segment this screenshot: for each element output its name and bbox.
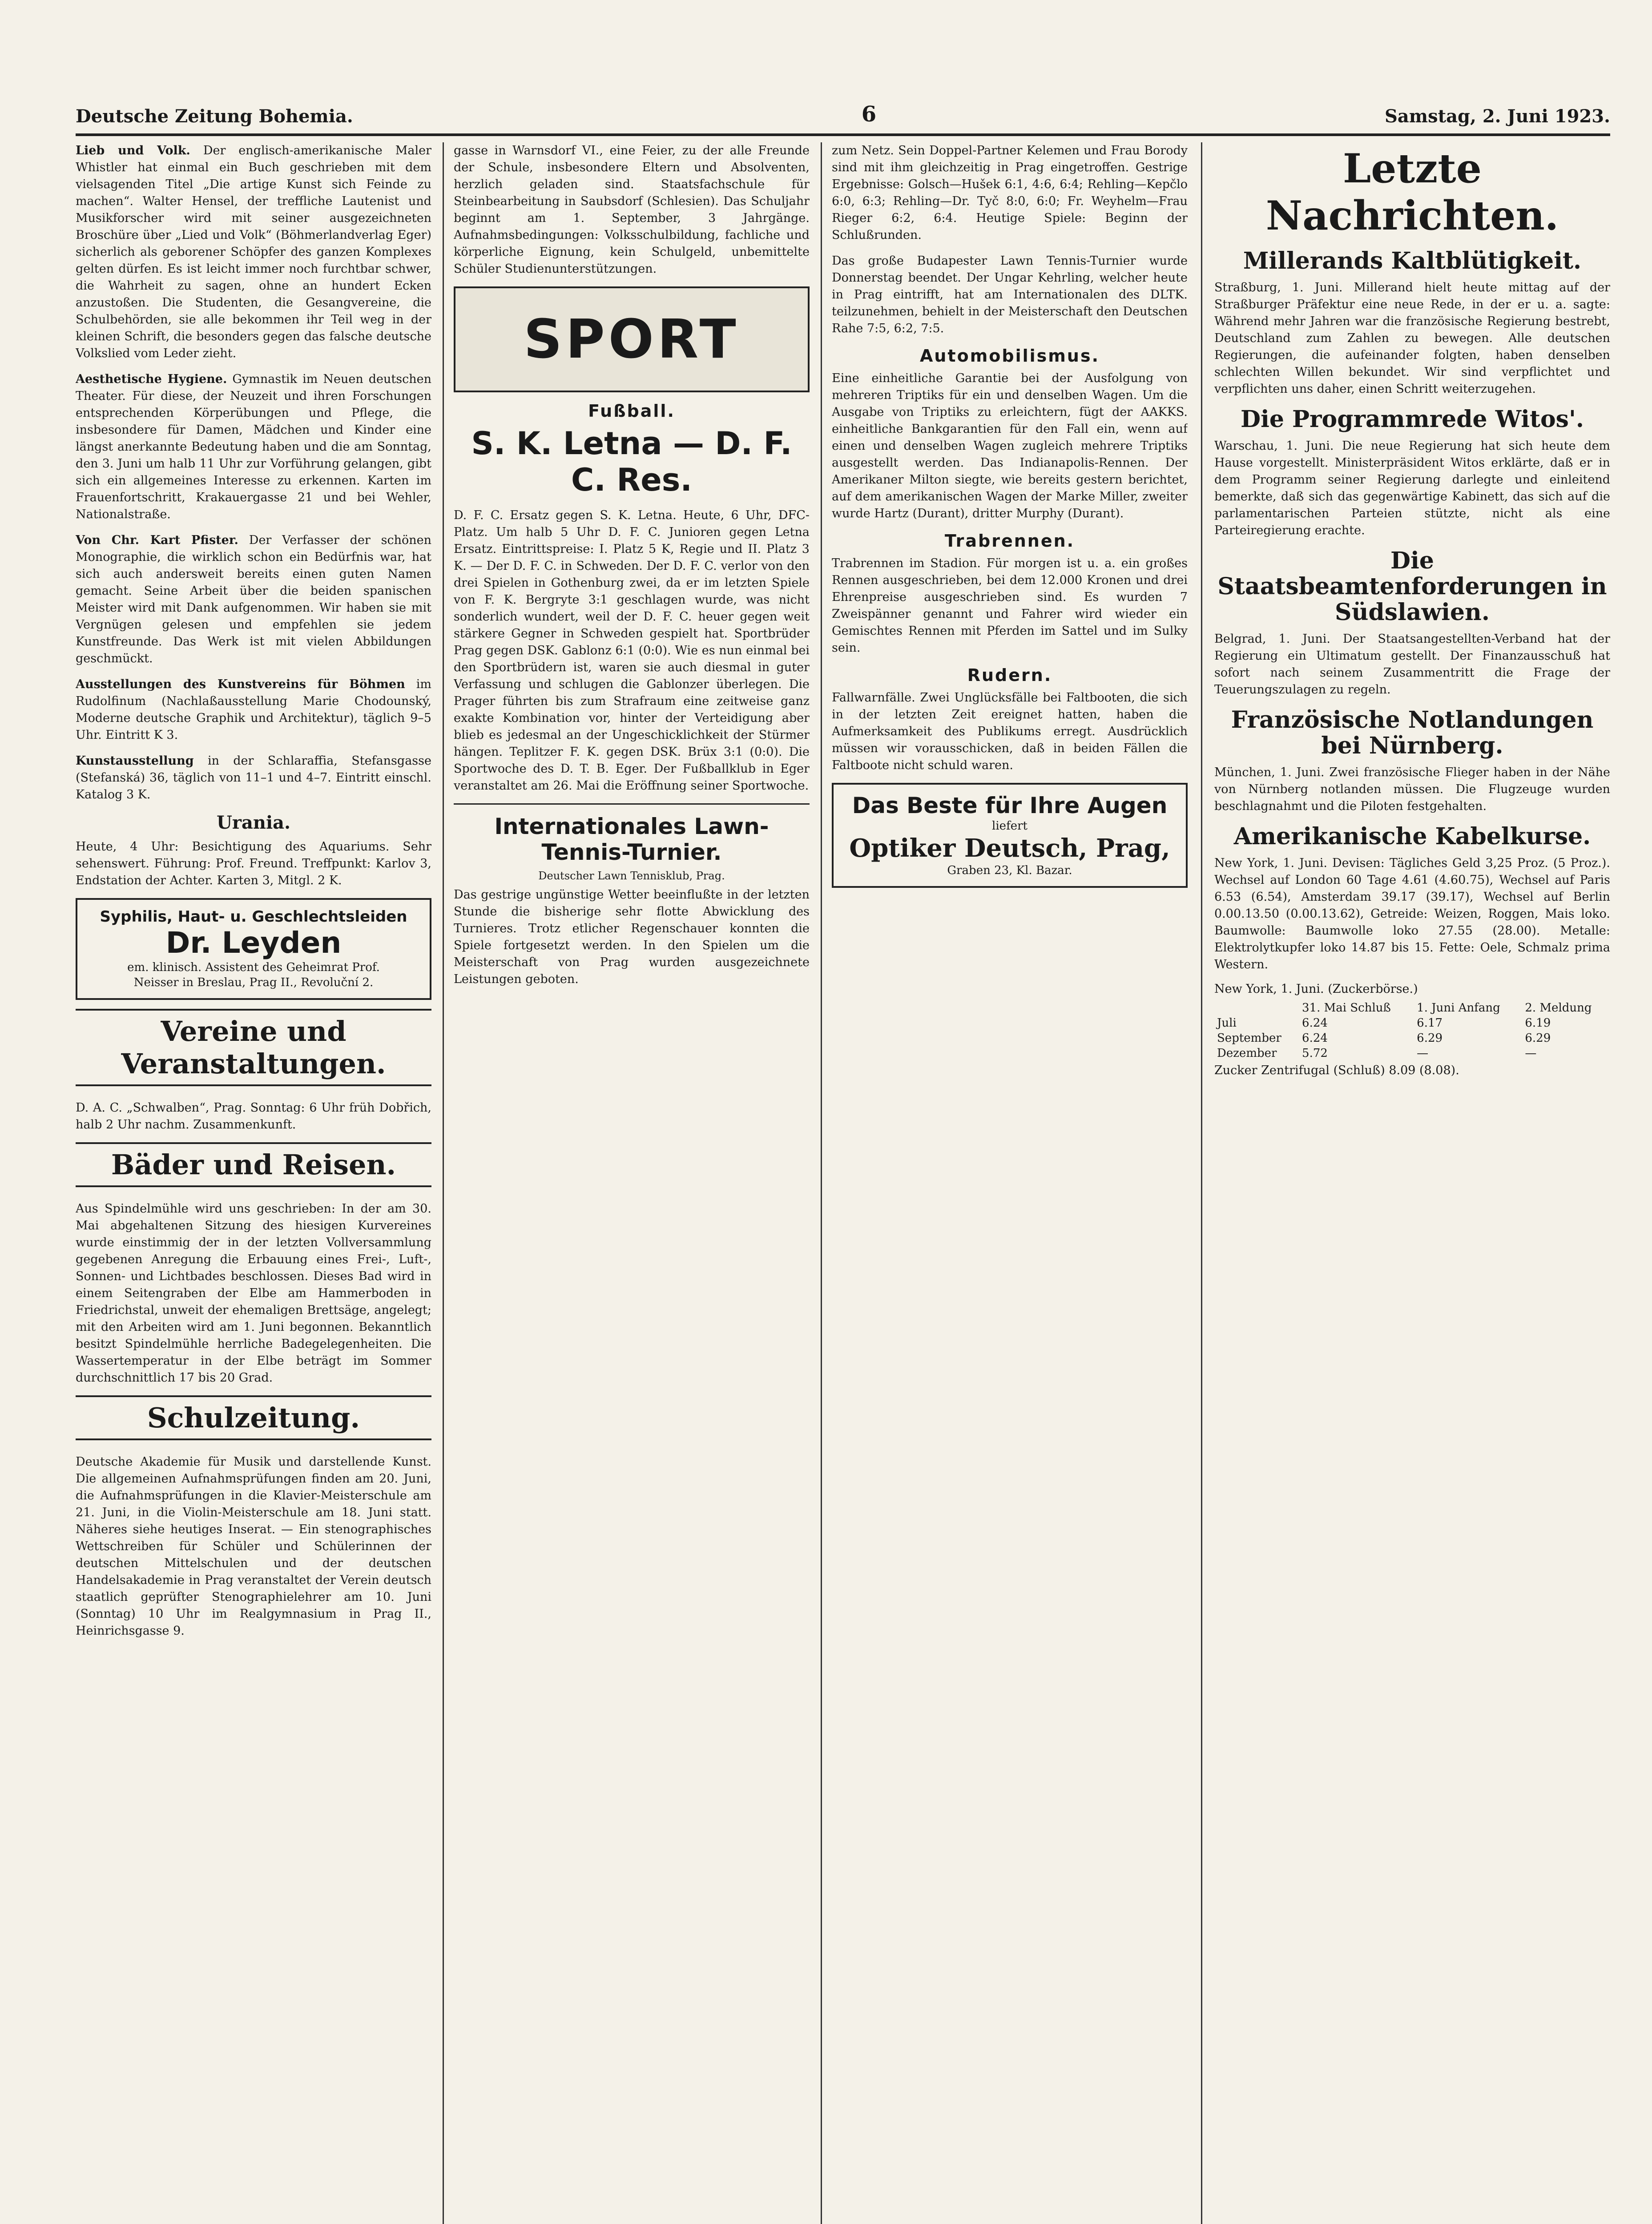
table-cell: September (1217, 1031, 1281, 1045)
table-header (1214, 1000, 1610, 1015)
news-headline: Französische Notlandungen bei Nürnberg. (1231, 706, 1594, 759)
article-text: gasse in Warnsdorf VI., eine Feier, zu der alle Freunde der Schule, insbesondere Eltern und Absolventen, herzlich geladen sind. Staatsfachschule für Steinbearbeitung in Saubsdorf (Schlesien). Das Schuljahr beginnt am 1. September, 3 Jahrgänge. Aufnahmsbedingungen: Volksschulbildung, fachliche und körperliche Eignung, kein Schulgeld, unbemittelte Schüler Studienunterstützungen. (454, 144, 810, 276)
table-row (1214, 1046, 1610, 1061)
table-cell: 6.29 (1417, 1031, 1443, 1045)
table-cell: — (1525, 1047, 1537, 1060)
article-text: Trabrennen im Stadion. Für morgen ist u. a. ein großes Rennen ausgeschrieben, bei dem 12.000 Kronen und drei Ehrenpreise ausgeschrieben sind. Es wurden 7 Zweispänner genannt und Fahrer wird wieder ein Gemischtes Rennen mit Pferden im Sattel und im Sulky sein. (832, 556, 1188, 655)
zucker-title: New York, 1. Juni. (Zuckerbörse.) (1214, 982, 1418, 996)
table-cell: 6.17 (1417, 1016, 1443, 1030)
ad-address: Graben 23, Kl. Bazar. (947, 864, 1072, 877)
advertisement-doctor (76, 898, 431, 1000)
news-headline: Die Programmrede Witos'. (1241, 406, 1584, 433)
article (76, 371, 431, 523)
article-text: Fallwarnfälle. Zwei Unglücksfälle bei Faltbooten, die sich in der letzten Zeit ereignet hatten, haben die Aufmerksamkeit des Publikums erregt. Ausdrücklich müssen wir vorausschicken, daß in beiden Fällen die Faltboote nicht schuld waren. (832, 691, 1188, 772)
header-rule (76, 133, 1610, 136)
section-heading: Bäder und Reisen. (76, 1142, 431, 1187)
news-headline: Millerands Kaltblütigkeit. (1243, 247, 1582, 274)
news-headline: Amerikanische Kabelkurse. (1233, 823, 1591, 850)
advertisement-optician (832, 783, 1188, 888)
article (76, 753, 431, 803)
page-number: 6 (861, 102, 877, 127)
column-1 (76, 142, 431, 2224)
article-text: Deutsche Akademie für Musik und darstellende Kunst. Die allgemeinen Aufnahmsprüfungen finden am 20. Juni, die Aufnahmsprüfungen in die Klavier-Meisterschule am 21. Juni, in die Violin-Meisterschule am 18. Juni statt. Näheres siehe heutiges Inserat. — Ein stenographisches Wettschreiben für Schüler und Schülerinnen der deutschen Mittelschulen und der deutschen Handelsakademie in Prag veranstaltet der Verein deutsch staatlich geprüfter Stenographielehrer am 10. Juni (Sonntag) 10 Uhr im Realgymnasium in Prag II., Heinrichsgasse 9. (76, 1455, 431, 1638)
news-headline: Die Staatsbeamtenforderungen in Südslawien. (1217, 547, 1607, 626)
article-text: Das große Budapester Lawn Tennis-Turnier wurde Donnerstag beendet. Der Ungar Kehrling, welcher heute in Prag eintrifft, hat am Internationalen des DLTK. teilzunehmen, behielt in der Meisterschaft den Deutschen Rahe 7:5, 6:2, 7:5. (832, 254, 1188, 335)
article-title: Kunstausstellung (76, 754, 194, 768)
table-cell: 1. Juni Anfang (1417, 1001, 1500, 1015)
ad-line: Neisser in Breslau, Prag II., Revoluční 2. (133, 976, 374, 989)
table-cell: 6.24 (1302, 1016, 1328, 1030)
column-divider (443, 142, 444, 2224)
news-text: Warschau, 1. Juni. Die neue Regierung hat sich heute dem Hause vorgestellt. Ministerpräsident Witos erklärte, daß er in dem Programm seiner Regierung darlegte und einleitend bemerkte, daß sich das gegenwärtige Kabinett, das sich auf die parlamentarischen Parteien stützte, nicht als eine Parteiregierung erachte. (1214, 439, 1610, 537)
column-divider (821, 142, 822, 2224)
article-title: Von Chr. Kart Pfister. (76, 533, 238, 547)
table-cell: Juli (1217, 1016, 1237, 1030)
tennis-subhead: Deutscher Lawn Tennisklub, Prag. (538, 870, 725, 882)
article-text: Das gestrige ungünstige Wetter beeinflußte in der letzten Stunde die bisherige sehr flotte Abwicklung des Turnieres. Trotz etlicher Regenschauer konnten die Spiele fortgesetzt werden. In den Spielen um die Meisterschaft von Prag wurden ausgezeichnete Leistungen geboten. (454, 888, 810, 986)
ad-name: Dr. Leyden (165, 926, 342, 960)
article (76, 142, 431, 362)
column-4 (1214, 142, 1610, 2224)
sport-banner (454, 286, 810, 392)
article-text: zum Netz. Sein Doppel-Partner Kelemen und Frau Borody sind mit ihm gleichzeitig in Prag eingetroffen. Gestrige Ergebnisse: Golsch—Hušek 6:1, 4:6, 6:4; Rehling—Kepčlo 6:0, 6:3; Rehling—Dr. Tyč 8:0, 6:0; Fr. Weyhelm—Frau Rieger 6:2, 6:4. Heutige Spiele: Beginn der Schlußrunden. (832, 144, 1188, 242)
issue-date: Samstag, 2. Juni 1923. (1384, 106, 1610, 127)
table-cell: 31. Mai Schluß (1302, 1001, 1391, 1015)
ad-name: Optiker Deutsch, Prag, (849, 834, 1170, 863)
article-text: Der Verfasser der schönen Monographie, die wirklich schon ein Bedürfnis war, hat sich auch andersweit bereits einen guten Namen gemacht. Seine Arbeit über die beiden spanischen Meister wird mit Dank aufgenommen. Wir haben sie mit Vergnügen gelesen und empfehlen sie jedem Kunstfreunde. Das Werk ist mit vielen Abbildungen geschmückt. (76, 533, 431, 665)
masthead: Deutsche Zeitung Bohemia. (76, 106, 353, 127)
table-cell: 6.29 (1525, 1031, 1551, 1045)
ad-topline: Syphilis, Haut- u. Geschlechtsleiden (100, 908, 407, 926)
urania-text: Heute, 4 Uhr: Besichtigung des Aquariums. Sehr sehenswert. Führung: Prof. Freund. Treffpunkt: Karlov 3, Endstation der Achter. Karten 3, Mitgl. 2 K. (76, 840, 431, 887)
match-headline: S. K. Letna — D. F. C. Res. (471, 425, 792, 498)
sugar-table (1214, 1000, 1610, 1061)
table-row (1214, 1031, 1610, 1046)
newspaper-page (76, 96, 1610, 2224)
section-heading: Vereine und Veranstaltungen. (76, 1009, 431, 1086)
ad-line: em. klinisch. Assistent des Geheimrat Prof. (127, 961, 380, 974)
article-title: Ausstellungen des Kunstvereins für Böhmen (76, 677, 405, 691)
zucker-foot: Zucker Zentrifugal (Schluß) 8.09 (8.08). (1214, 1064, 1459, 1077)
table-cell (1214, 1000, 1299, 1015)
article (76, 676, 431, 744)
news-text: Straßburg, 1. Juni. Millerand hielt heute mittag auf der Straßburger Präfektur eine neue Rede, in der er u. a. sagte: Während mehr Jahren war die französische Regierung bestrebt, Deutschland zum Zahlen zu bewegen. Alle deutschen Regierungen, die aufeinander folgten, haben denselben schlechten Willen bekundet. Wir sind verpflichtet und verpflichten uns daher, einen Schritt weiterzugehen. (1214, 281, 1610, 396)
table-cell: 6.19 (1525, 1016, 1551, 1030)
article-text: D. F. C. Ersatz gegen S. K. Letna. Heute, 6 Uhr, DFC-Platz. Um halb 5 Uhr D. F. C. Junioren gegen Letna Ersatz. Eintrittspreise: I. Platz 5 K, Regie und II. Platz 3 K. — Der D. F. C. in Schweden. Der D. F. C. verlor von den drei Spielen in Gothenburg zwei, da er im letzten Spiele von F. K. Bergryte 3:1 geschlagen wurde, was nicht sonderlich wundert, weil der D. F. C. heuer gegen weit stärkere Gegner in Schweden gespielt hat. Sportbrüder Prag gegen DSK. Gablonz 6:1 (0:0). Wie es nun einmal bei den Sportbrüdern ist, waren sie auch diesmal in guter Verfassung und schlugen die Gablonzer überlegen. Die Prager führten bis zum Strafraum eine zeitweise ganz exakte Kombination vor, hinter der Verteidigung aber blieb es jedesmal an der Ungeschicklichkeit der Stürmer hängen. Teplitzer F. K. gegen DSK. Brüx 3:1 (0:0). Die Sportwoche des D. T. B. Eger. Der Fußballklub in Eger veranstaltet am 26. Mai die Eröffnung seiner Sportwoche. (454, 508, 810, 793)
urania-heading: Urania. (217, 812, 290, 833)
section-heading: Schulzeitung. (76, 1395, 431, 1440)
tennis-headline: Internationales Lawn-Tennis-Turnier. (494, 814, 769, 865)
news-text: New York, 1. Juni. Devisen: Tägliches Geld 3,25 Proz. (5 Proz.). Wechsel auf London 60 Tage 4.61 (4.60.75), Wechsel auf Paris 6.53 (6.54), Amsterdam 39.17 (39.17), Wechsel auf Berlin 0.00.13.50 (0.00.13.62), Getreide: Weizen, Roggen, Mais loko. Baumwolle: Baumwolle loko 27.55 (28.00). Metalle: Elektrolytkupfer loko 14.87 bis 15. Fette: Oele, Schmalz prima Western. (1214, 856, 1610, 971)
sport-banner-label: SPORT (524, 308, 740, 371)
article-title: Aesthetische Hygiene. (76, 372, 227, 386)
news-text: Belgrad, 1. Juni. Der Staatsangestellten-Verband hat der Regierung ein Ultimatum gestellt. Der Finanzausschuß hat sofort nach seinem Zusammentritt die Frage der Teuerungszulagen zu regeln. (1214, 632, 1610, 697)
table-cell: 6.24 (1302, 1031, 1328, 1045)
table-cell: — (1417, 1047, 1429, 1060)
column-3 (832, 142, 1188, 2224)
article-text: im Rudolfinum (Nachlaßausstellung Marie Chodounský, Moderne deutsche Graphik und Architektur), täglich 9–5 Uhr. Eintritt K 3. (76, 677, 431, 742)
article-title: Lieb und Volk. (76, 144, 190, 157)
article (76, 532, 431, 667)
divider (454, 803, 810, 805)
section-heading: Fußball. (588, 401, 675, 421)
article-text: Gymnastik im Neuen deutschen Theater. Für diese, der Neuzeit und ihren Forschungen entsprechenden Körperübungen und Pflege, die insbesondere für Damen, Mädchen und Kinder eine längst anerkannte Bedeutung haben und die am Sonntag, den 3. Juni um halb 11 Uhr zur Vorführung gelangen, gibt sich ein allgemeines Interesse zu erkennen. Karten im Frauenfortschritt, Krakauergasse 21 und bei Wehler, Nationalstraße. (76, 372, 431, 521)
section-heading: Trabrennen. (944, 531, 1075, 551)
ad-line: liefert (992, 819, 1027, 833)
section-heading: Rudern. (967, 665, 1052, 685)
page-header (76, 96, 1610, 127)
section-title: Letzte Nachrichten. (1265, 145, 1559, 239)
column-2 (454, 142, 810, 2224)
article-text: Eine einheitliche Garantie bei der Ausfolgung von mehreren Triptiks für ein und denselben Wagen. Um die Ausgabe von Triptiks zu erleichtern, fügt der AAKKS. einheitliche Bankgarantien für den Fall ein, wenn auf einen und denselben Wagen zugleich mehrere Triptiks ausgestellt werden. Das Indianapolis-Rennen. Der Amerikaner Milton siegte, wie bereits gestern berichtet, auf dem amerikanischen Wagen der Marke Miller, zweiter wurde Hartz (Durant), dritter Murphy (Durant). (832, 371, 1188, 520)
article-text: in der Schlaraffia, Stefansgasse (Stefanská) 36, täglich von 11–1 und 4–7. Eintritt einschl. Katalog 3 K. (76, 754, 431, 802)
column-divider (1201, 142, 1202, 2224)
news-text: München, 1. Juni. Zwei französische Flieger haben in der Nähe von Nürnberg notlanden müssen. Die Flugzeuge wurden beschlagnahmt und die Piloten festgehalten. (1214, 766, 1610, 813)
table-cell: 5.72 (1302, 1047, 1328, 1060)
table-cell: 2. Meldung (1525, 1001, 1592, 1015)
ad-slogan: Das Beste für Ihre Augen (852, 793, 1168, 818)
article-text: Der englisch-amerikanische Maler Whistler hat einmal ein Buch geschrieben mit dem vielsagenden Titel „Die artige Kunst sich Feinde zu machen“. Walter Hensel, der treffliche Lautenist und Musikforscher wird mit seiner ausgezeichneten Broschüre über „Lied und Volk“ (Böhmerlandverlag Eger) sicherlich als geborener Schöpfer des ganzen Komplexes gelten dürfen. Es ist leicht immer noch furchtbar schwer, die Wahrheit zu sagen, ohne an hundert Ecken anzustoßen. Die Studenten, die Gesangvereine, die Schulbehörden, sie alle bekommen ihr Teil weg in der kleinen Schrift, die besonders gegen das falsche deutsche Volkslied vom Leder zieht. (76, 144, 431, 360)
article-text: D. A. C. „Schwalben“, Prag. Sonntag: 6 Uhr früh Dobřich, halb 2 Uhr nachm. Zusammenkunft. (76, 1101, 431, 1132)
table-row (1214, 1015, 1610, 1031)
table-cell: Dezember (1217, 1047, 1277, 1060)
article-text: Aus Spindelmühle wird uns geschrieben: In der am 30. Mai abgehaltenen Sitzung des hiesigen Kurvereines wurde einstimmig der in der letzten Vollversammlung gegebenen Anregung die Erbauung eines Frei-, Luft-, Sonnen- und Lichtbades beschlossen. Dieses Bad wird in einem Seitengraben der Elbe am Hammerboden in Friedrichstal, unweit der ehemaligen Brettsäge, angelegt; mit den Arbeiten wird am 1. Juni begonnen. Bekanntlich besitzt Spindelmühle herrliche Badegelegenheiten. Die Wassertemperatur in der Elbe beträgt im Sommer durchschnittlich 17 bis 20 Grad. (76, 1202, 431, 1385)
section-heading: Automobilismus. (919, 346, 1100, 366)
